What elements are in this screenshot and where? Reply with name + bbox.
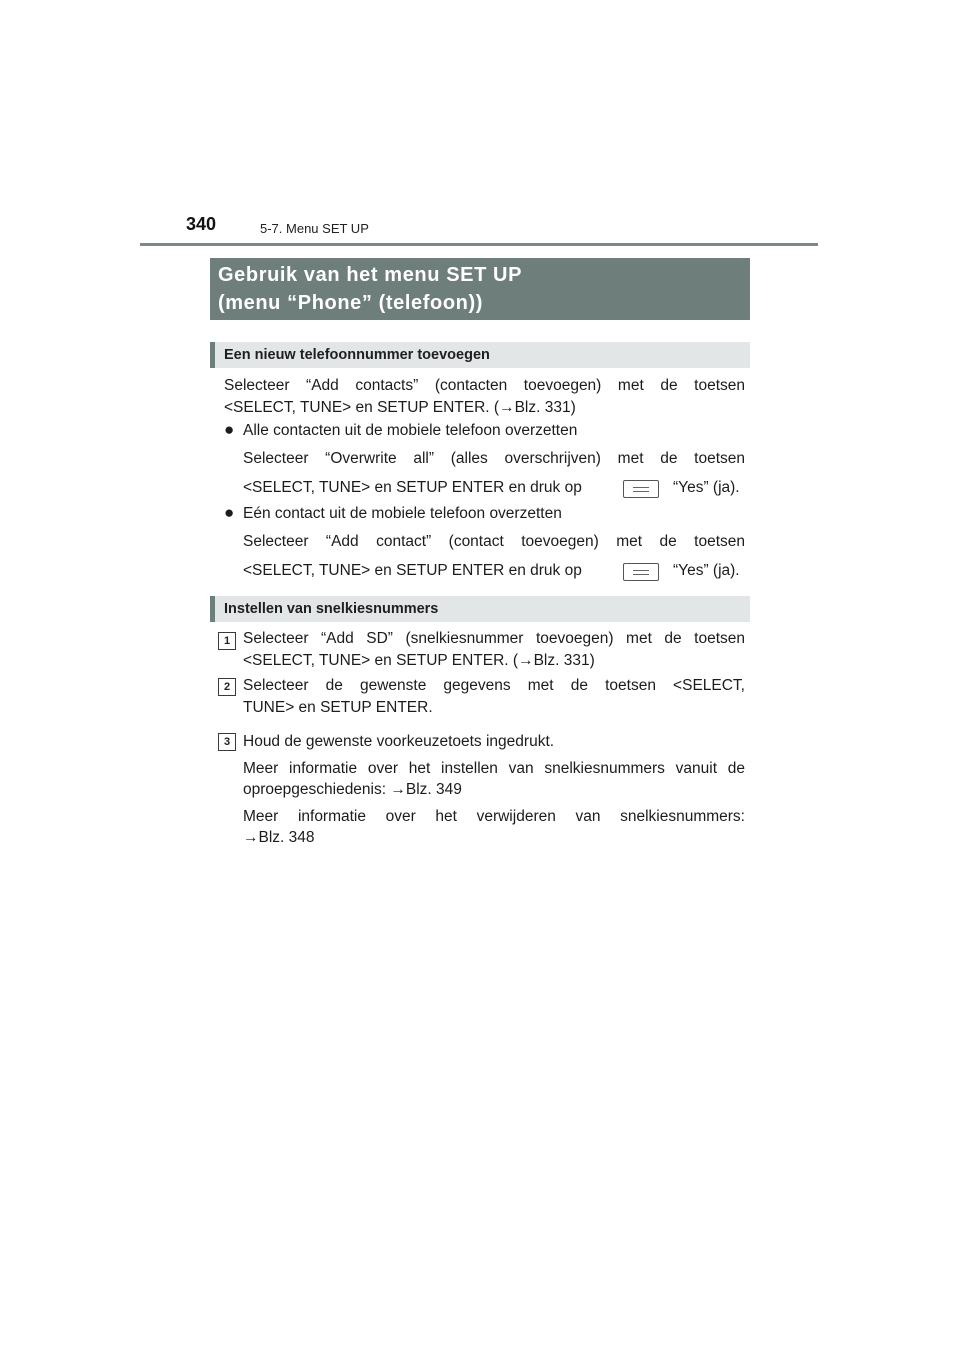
section-heading-add-number: Een nieuw telefoonnummer toevoegen — [210, 342, 750, 368]
page-title — [210, 258, 750, 320]
step-3-note-1-line-2: oproepgeschiedenis: →Blz. 349 — [243, 781, 462, 798]
page-title-line-1: Gebruik van het menu SET UP — [218, 264, 523, 286]
step-2-number: 2 — [218, 678, 236, 696]
page-title-line-2: (menu “Phone” (telefoon)) — [218, 292, 483, 314]
step-3-note-1-line-1: Meer informatie over het instellen van snelkiesnummers vanuit de — [243, 760, 745, 777]
section-heading-speed-dial: Instellen van snelkiesnummers — [210, 596, 750, 622]
bullet-2-line-1: Selecteer “Add contact” (contact toevoegen) met de toetsen — [243, 533, 745, 550]
page-number: 340 — [186, 214, 217, 234]
bullet-marker: ● — [224, 503, 235, 522]
bullet-2-line-2: <SELECT, TUNE> en SETUP ENTER en druk op — [243, 562, 582, 579]
bullet-1-line-1: Selecteer “Overwrite all” (alles overschrijven) met de toetsen — [243, 450, 745, 467]
bullet-2-line-2-end: “Yes” (ja). — [673, 562, 740, 579]
step-3-number: 3 — [218, 733, 236, 751]
step-3-line-1: Houd de gewenste voorkeuzetoets ingedrukt. — [243, 733, 555, 750]
bullet-1-line-2: <SELECT, TUNE> en SETUP ENTER en druk op — [243, 479, 582, 496]
step-3-note-2-line-2: →Blz. 348 — [243, 829, 315, 846]
preset-key-icon — [623, 563, 659, 581]
step-1-line-1: Selecteer “Add SD” (snelkiesnummer toevoegen) met de toetsen — [243, 630, 745, 647]
step-1-line-2: <SELECT, TUNE> en SETUP ENTER. (→Blz. 331) — [243, 652, 595, 669]
intro-line-2: <SELECT, TUNE> en SETUP ENTER. (→Blz. 331) — [224, 399, 576, 416]
bullet-marker: ● — [224, 420, 235, 439]
step-1-number: 1 — [218, 632, 236, 650]
preset-key-icon — [623, 480, 659, 498]
step-2-line-2: TUNE> en SETUP ENTER. — [243, 699, 433, 716]
step-2-line-1: Selecteer de gewenste gegevens met de toetsen <SELECT, — [243, 677, 745, 694]
header-divider — [140, 243, 818, 246]
bullet-1-line-2-end: “Yes” (ja). — [673, 479, 740, 496]
bullet-2-title: Eén contact uit de mobiele telefoon overzetten — [243, 505, 562, 522]
step-3-note-2-line-1: Meer informatie over het verwijderen van snelkiesnummers: — [243, 808, 745, 825]
bullet-1-title: Alle contacten uit de mobiele telefoon overzetten — [243, 422, 578, 439]
intro-line-1: Selecteer “Add contacts” (contacten toevoegen) met de toetsen — [224, 377, 745, 394]
running-head: 5-7. Menu SET UP — [260, 221, 369, 236]
